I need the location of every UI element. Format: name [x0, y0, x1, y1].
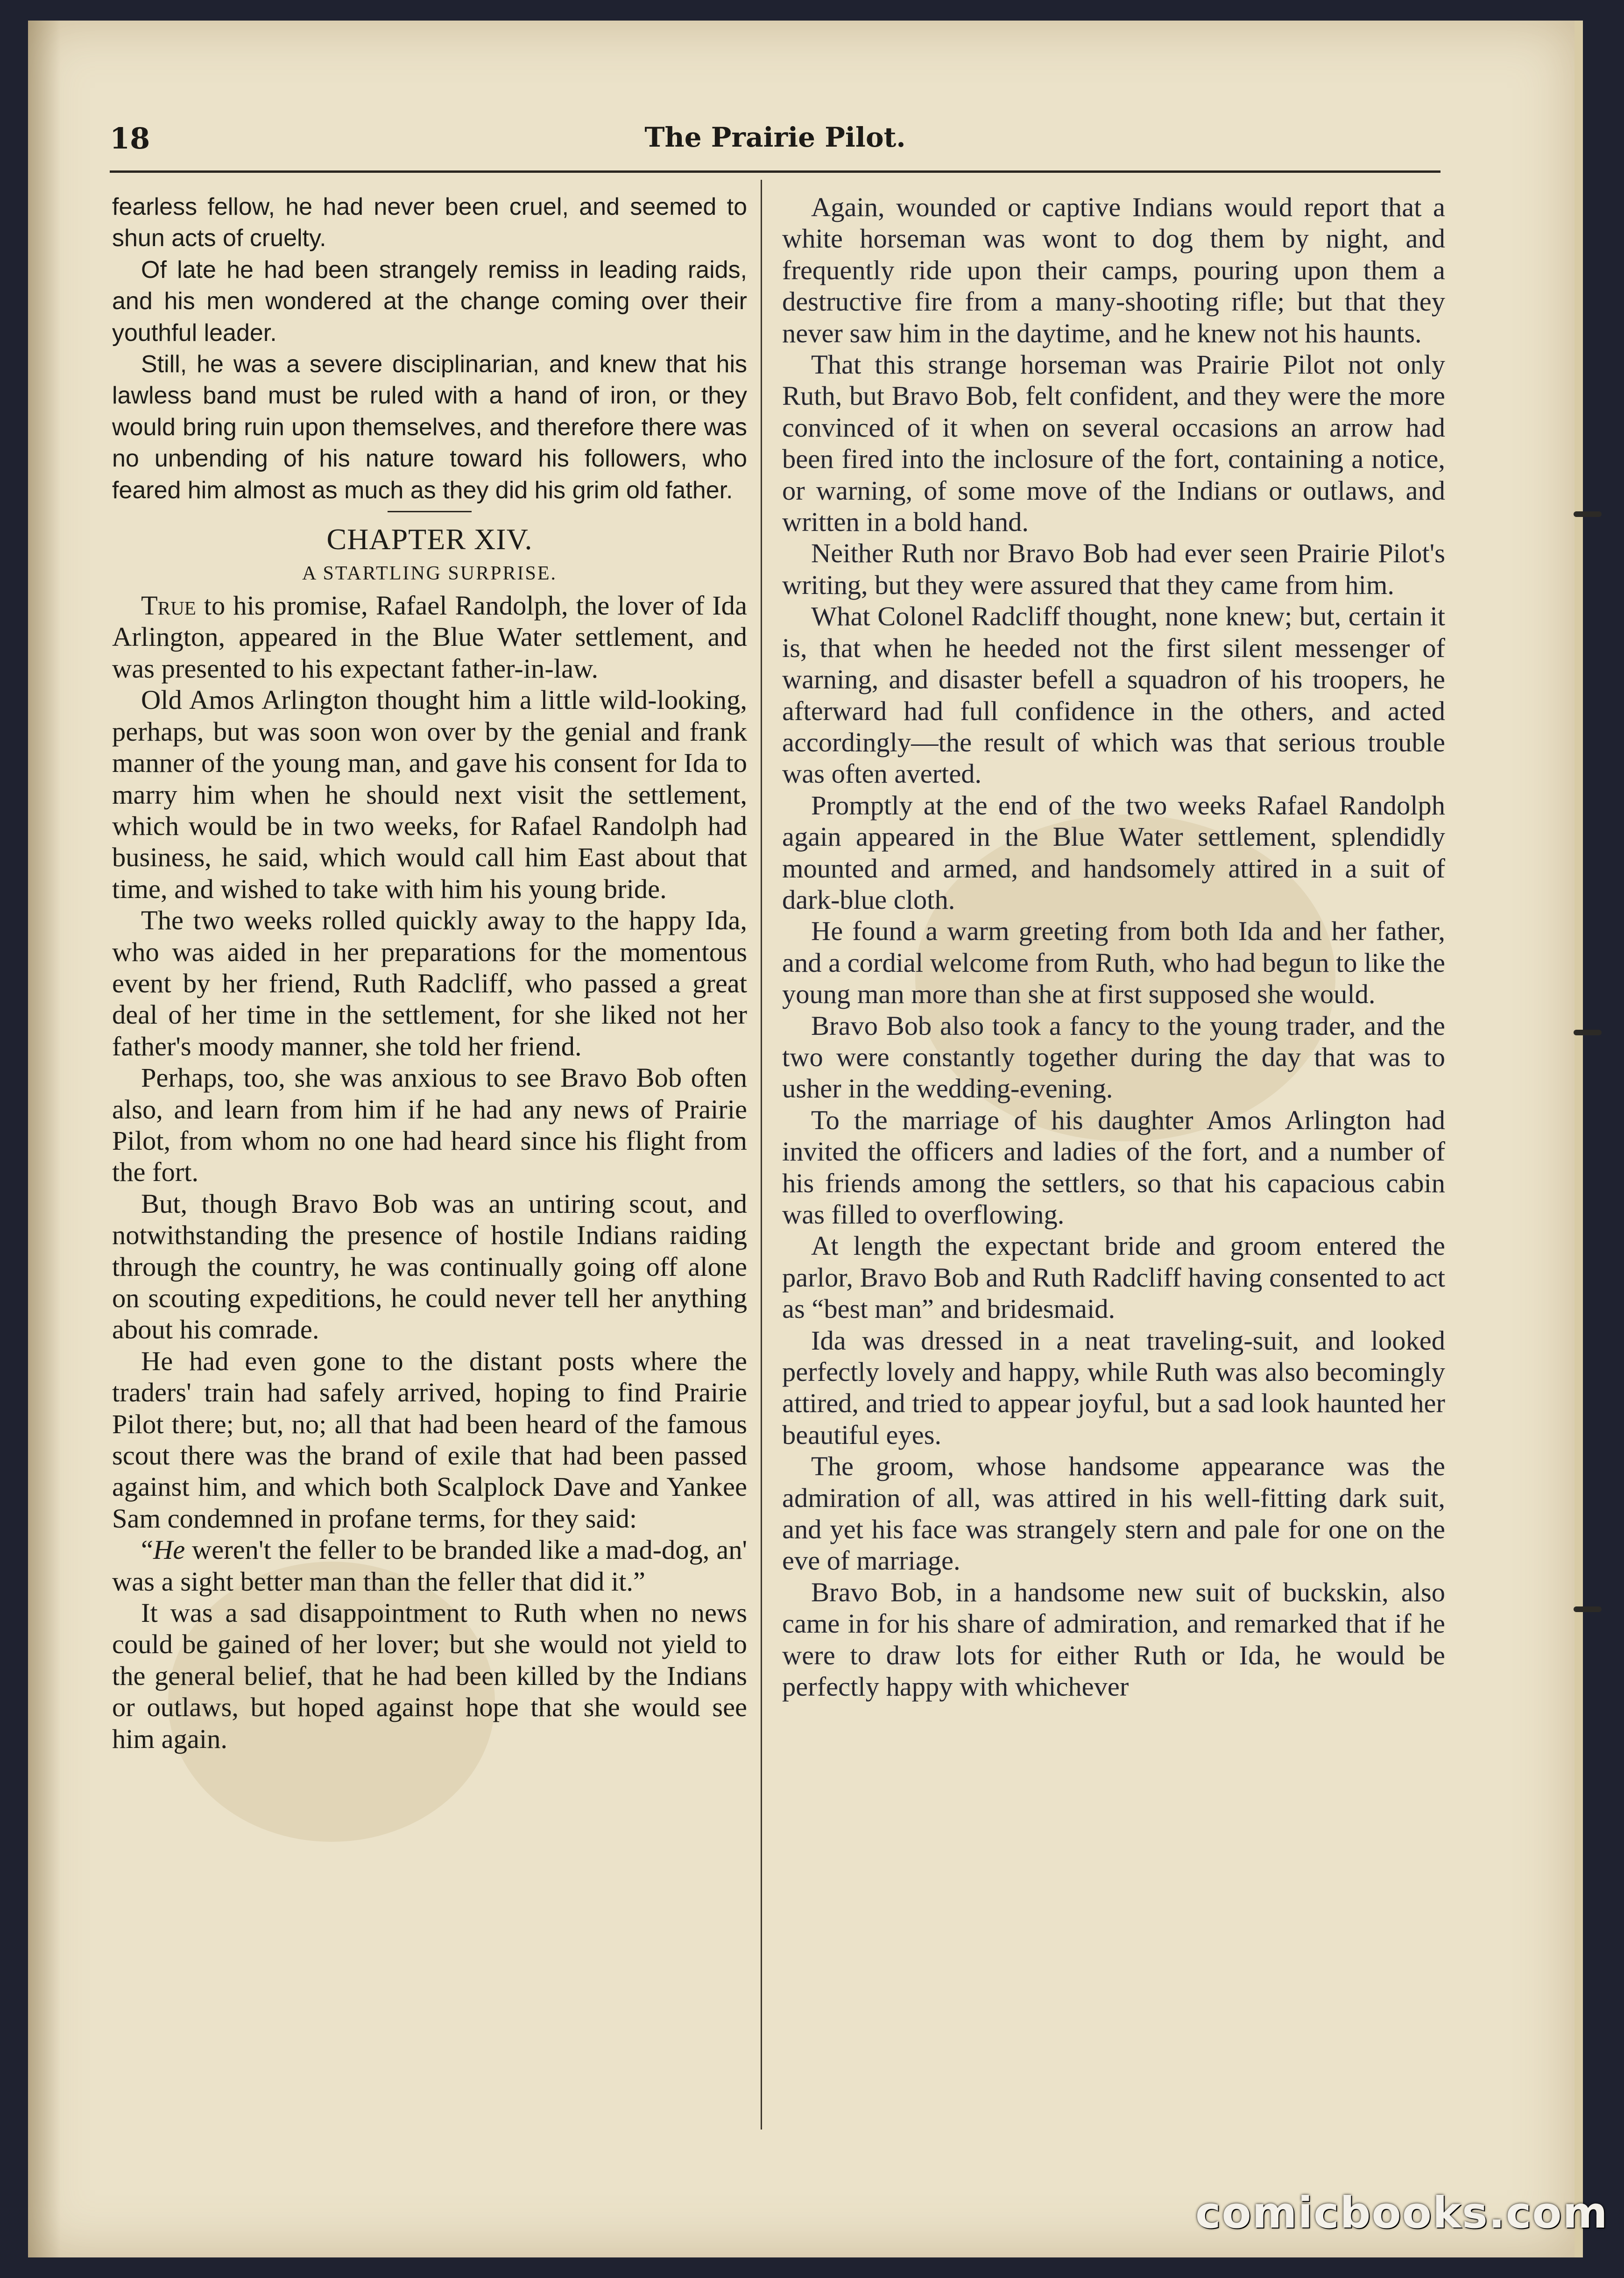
paragraph: To the marriage of his daughter Amos Arlington had invited the officers and ladies of the fort, and a number of his friends among the settlers, so that his capacious cabin was filled to overflowing.	[782, 1104, 1445, 1230]
header-rule	[110, 170, 1440, 173]
page-header	[110, 117, 1440, 168]
paragraph: He had even gone to the distant posts where the traders' train had safely arrived, hoping to find Prairie Pilot there; but, no; all that had been heard of the famous scout there was the brand of exile that had been passed against him, and which both Scalplock Dave and Yankee Sam condemned in profane terms, for they said:	[112, 1345, 747, 1534]
paragraph-text: weren't the feller to be branded like a mad-dog, an' was a sight better man than the feller that did it.”	[112, 1535, 747, 1597]
paragraph: Again, wounded or captive Indians would report that a white horseman was wont to dog them by night, and frequently ride upon their camps, pouring upon them a destructive fire from a many-shooting rifle; but that they never saw him in the daytime, and he knew not his haunts.	[782, 192, 1445, 348]
paragraph: It was a sad disappointment to Ruth when no news could be gained of her lover; but she would not yield to the general belief, that he had been killed by the Indians or outlaws, but hoped against hope that she would see him again.	[112, 1598, 747, 1754]
open-quote: “	[141, 1535, 153, 1565]
paragraph: Bravo Bob also took a fancy to the young trader, and the two were constantly together during the day that was to usher in the wedding-evening.	[782, 1010, 1445, 1104]
sans-text-block	[112, 191, 747, 506]
quoted-paragraph	[112, 1534, 747, 1597]
right-column	[782, 191, 1445, 2144]
emphasized-word: He	[153, 1535, 185, 1565]
binding-staple	[1574, 1030, 1602, 1035]
paragraph: Promptly at the end of the two weeks Rafael Randolph again appeared in the Blue Water settlement, splendidly mounted and armed, and handsomely attired in a suit of dark-blue cloth.	[782, 790, 1445, 915]
left-column	[112, 191, 747, 2144]
paragraph: Of late he had been strangely remiss in leading raids, and his men wondered at the change coming over their youthful leader.	[112, 256, 747, 347]
page-number: 18	[110, 121, 150, 156]
paragraph: Neither Ruth nor Bravo Bob had ever seen Prairie Pilot's writing, but they were assured that they came from him.	[782, 538, 1445, 600]
lead-word: True	[141, 590, 196, 621]
paragraph: Still, he was a severe disciplinarian, and knew that his lawless band must be ruled with a hand of iron, or they would bring ruin upon themselves, and therefore there was no unbending of his nature toward his followers, who feared him almost as much as they did his grim old father.	[112, 351, 747, 504]
binding-staple	[1574, 511, 1602, 517]
paragraph: Perhaps, too, she was anxious to see Bravo Bob often also, and learn from him if he had any news of Prairie Pilot, from whom no one had heard since his flight from the fort.	[112, 1062, 747, 1188]
paragraph: The groom, whose handsome appearance was the admiration of all, was attired in his well-fitting dark suit, and yet his face was strangely stern and pale for one on the eve of marriage.	[782, 1451, 1445, 1576]
paragraph: At length the expectant bride and groom entered the parlor, Bravo Bob and Ruth Radcliff having consented to act as “best man” and bridesmaid.	[782, 1231, 1445, 1324]
paragraph-text: to his promise, Rafael Randolph, the lover of Ida Arlington, appeared in the Blue Water settlement, and was presented to his expectant father-in-law.	[112, 590, 747, 684]
paragraph	[112, 590, 747, 684]
paragraph: That this strange horseman was Prairie Pilot not only Ruth, but Bravo Bob, felt confident, and they were the more convinced of it when on several occasions an arrow had been fired into the inclosure of the fort, containing a notice, or warning, of some move of the Indians or outlaws, and written in a bold hand.	[782, 349, 1445, 538]
spine-shadow	[28, 21, 61, 2257]
binding-staple	[1574, 1606, 1602, 1612]
running-title: The Prairie Pilot.	[644, 121, 906, 153]
chapter-title: CHAPTER XIV.	[326, 523, 533, 556]
paragraph: He found a warm greeting from both Ida and her father, and a cordial welcome from Ruth, who had begun to like the young man more than she at first supposed she would.	[782, 916, 1445, 1010]
paragraph: The two weeks rolled quickly away to the happy Ida, who was aided in her preparations for the momentous event by her friend, Ruth Radcliff, who passed a great deal of her time in the settlement, for she liked not her father's moody manner, she told her friend.	[112, 905, 747, 1061]
column-divider	[761, 180, 762, 2129]
chapter-divider-rule	[388, 511, 472, 512]
paragraph: What Colonel Radcliff thought, none knew; but, certain it is, that when he heeded not the first silent messenger of warning, and disaster befell a squadron of his troopers, he afterward had full confidence in the others, and acted accordingly—the result of which was that serious trouble was often averted.	[782, 601, 1445, 789]
paragraph: fearless fellow, he had never been cruel, and seemed to shun acts of cruelty.	[112, 193, 747, 252]
paragraph: But, though Bravo Bob was an untiring scout, and notwithstanding the presence of hostile Indians raiding through the country, he was continually going off alone on scouting expeditions, he could never tell her anything about his comrade.	[112, 1188, 747, 1345]
paragraph: Ida was dressed in a neat traveling-suit, and looked perfectly lovely and happy, while Ruth was also becomingly attired, and tried to appear joyful, but a sad look haunted her beautiful eyes.	[782, 1325, 1445, 1450]
paragraph: Old Amos Arlington thought him a little wild-looking, perhaps, but was soon won over by the genial and frank manner of the young man, and gave his consent for Ida to marry him when he should next visit the settlement, which would be in two weeks, for Rafael Randolph had business, he said, which would call him East about that time, and wished to take with him his young bride.	[112, 685, 747, 904]
chapter-subtitle: A STARTLING SURPRISE.	[302, 563, 558, 585]
site-watermark: comicbooks.com	[1195, 2188, 1609, 2238]
paragraph: Bravo Bob, in a handsome new suit of buckskin, also came in for his share of admiration, and remarked that if he were to draw lots for either Ruth or Ida, he would be perfectly happy with whichever	[782, 1577, 1445, 1702]
